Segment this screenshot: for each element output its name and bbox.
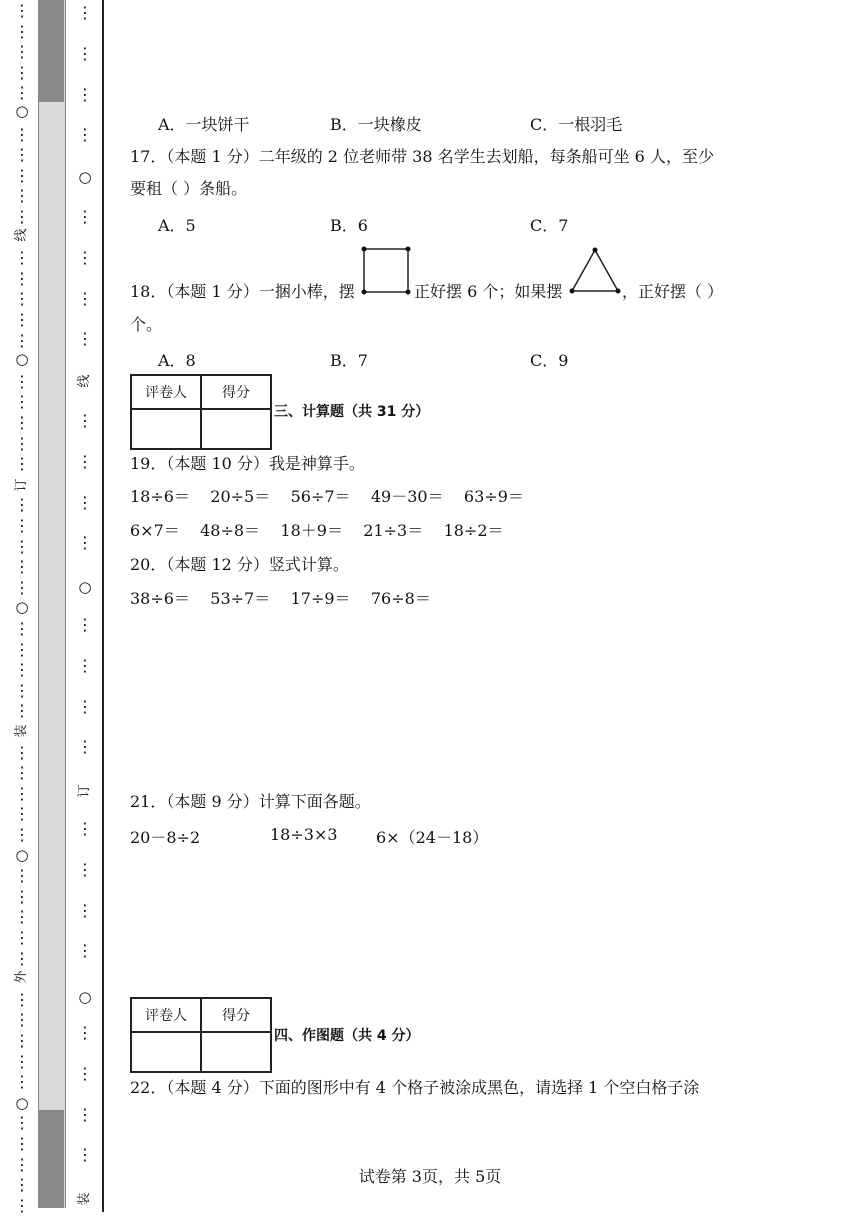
q20-title: 20．（本题 12 分）竖式计算。 <box>130 555 349 574</box>
grader-header: 评卷人 <box>131 375 201 409</box>
margin-dot: ⋮ <box>14 537 30 556</box>
grader-cell[interactable] <box>131 1032 201 1072</box>
q18-text-part1: 18．（本题 1 分）一捆小棒，摆 <box>130 282 355 301</box>
margin-dot: ⋮ <box>14 22 30 41</box>
q16-option-c: C．一根羽毛 <box>530 115 623 134</box>
q21-item-2: 18÷3×3 <box>270 825 338 844</box>
margin-dot: ⋮ <box>14 83 30 102</box>
margin-dot: ⋮ <box>14 743 30 762</box>
margin-dot: ⋮ <box>77 1105 93 1124</box>
margin-dot: ⋮ <box>14 1010 30 1029</box>
margin-dot: ⋮ <box>14 1031 30 1050</box>
margin-dot: ⋮ <box>77 452 93 471</box>
margin-circle: ○ <box>15 846 29 864</box>
q21-item-3: 6×（24－18） <box>376 828 489 847</box>
margin-circle: ○ <box>15 102 29 120</box>
section4-heading: 四、作图题（共 4 分） <box>274 1028 420 1044</box>
q17-text-line1: 17．（本题 1 分）二年级的 2 位老师带 38 名学生去划船，每条船可坐 6 人，至少 <box>130 147 714 166</box>
q17-option-b: B．6 <box>330 216 368 235</box>
margin-dot: ⋮ <box>14 42 30 61</box>
q19-row1: 18÷6＝ 20÷5＝ 56÷7＝ 49－30＝ 63÷9＝ <box>130 487 524 506</box>
q18-text-part3: ，正好摆（ ） <box>622 282 724 301</box>
margin-label: 线 <box>77 374 92 388</box>
margin-dot: ⋮ <box>77 860 93 879</box>
q19-title: 19．（本题 10 分）我是神算手。 <box>130 454 365 473</box>
margin-circle: ○ <box>15 1094 29 1112</box>
margin-dot: ⋮ <box>14 949 30 968</box>
margin-label: 外 <box>14 970 29 984</box>
margin-circle: ○ <box>15 350 29 368</box>
margin-label: 订 <box>77 784 92 798</box>
square-sticks-figure <box>358 244 414 296</box>
margin-dot: ⋮ <box>14 557 30 576</box>
margin-dot: ⋮ <box>14 289 30 308</box>
margin-dot: ⋮ <box>14 1175 30 1194</box>
margin-dot: ⋮ <box>14 763 30 782</box>
margin-dot: ⋮ <box>77 615 93 634</box>
margin-dot: ⋮ <box>77 941 93 960</box>
margin-dot: ⋮ <box>14 125 30 144</box>
score-table-section3 <box>130 374 272 450</box>
q20-row: 38÷6＝ 53÷7＝ 17÷9＝ 76÷8＝ <box>130 589 431 608</box>
q18-text-part2: 正好摆 6 个；如果摆 <box>414 282 563 301</box>
margin-dot: ⋮ <box>77 656 93 675</box>
score-header: 得分 <box>201 375 271 409</box>
margin-circle: ○ <box>78 988 92 1006</box>
margin-dot: ⋮ <box>14 310 30 329</box>
score-cell[interactable] <box>201 1032 271 1072</box>
page-footer: 试卷第 3页，共 5页 <box>358 1167 502 1186</box>
q16-option-b: B．一块橡皮 <box>330 115 422 134</box>
grader-header: 评卷人 <box>131 998 201 1032</box>
margin-dot: ⋮ <box>14 907 30 926</box>
margin-circle: ○ <box>78 578 92 596</box>
margin-dot: ⋮ <box>14 434 30 453</box>
triangle-sticks-figure <box>566 244 624 296</box>
margin-dot: ⋮ <box>14 392 30 411</box>
margin-dot: ⋮ <box>77 1023 93 1042</box>
margin-dot: ⋮ <box>77 1145 93 1164</box>
margin-dot: ⋮ <box>14 186 30 205</box>
q18-option-b: B．7 <box>330 351 368 370</box>
margin-dot: ⋮ <box>14 1134 30 1153</box>
q18-text-line2: 个。 <box>130 315 163 334</box>
margin-dot: ⋮ <box>77 411 93 430</box>
q17-option-c: C．7 <box>530 216 569 235</box>
inner-dots-column <box>75 0 95 1216</box>
margin-dot: ⋮ <box>77 493 93 512</box>
margin-dot: ⋮ <box>14 1 30 20</box>
margin-dot: ⋮ <box>77 125 93 144</box>
margin-dot: ⋮ <box>14 701 30 720</box>
margin-circle: ○ <box>15 598 29 616</box>
margin-dot: ⋮ <box>77 901 93 920</box>
margin-dot: ⋮ <box>14 681 30 700</box>
score-table-section4 <box>130 997 272 1073</box>
margin-dot: ⋮ <box>14 248 30 267</box>
q21-title: 21．（本题 9 分）计算下面各题。 <box>130 792 371 811</box>
margin-label: 装 <box>14 724 29 738</box>
margin-dot: ⋮ <box>14 516 30 535</box>
q18-option-a: A．8 <box>158 351 196 370</box>
outer-dots-column <box>12 0 32 1216</box>
margin-dot: ⋮ <box>14 166 30 185</box>
margin-dot: ⋮ <box>14 660 30 679</box>
margin-dot: ⋮ <box>77 248 93 267</box>
margin-dot: ⋮ <box>14 63 30 82</box>
margin-dot: ⋮ <box>14 145 30 164</box>
margin-dot: ⋮ <box>14 1052 30 1071</box>
margin-dot: ⋮ <box>14 578 30 597</box>
margin-dot: ⋮ <box>77 1064 93 1083</box>
margin-dot: ⋮ <box>77 3 93 22</box>
margin-dot: ⋮ <box>14 804 30 823</box>
q22-text: 22．（本题 4 分）下面的图形中有 4 个格子被涂成黑色，请选择 1 个空白格子涂 <box>130 1078 700 1097</box>
margin-dot: ⋮ <box>14 413 30 432</box>
q17-option-a: A．5 <box>158 216 196 235</box>
margin-dot: ⋮ <box>77 85 93 104</box>
margin-label: 装 <box>77 1192 92 1206</box>
margin-dot: ⋮ <box>14 1196 30 1215</box>
margin-dot: ⋮ <box>14 331 30 350</box>
margin-strip-dark-top <box>38 0 64 102</box>
score-header: 得分 <box>201 998 271 1032</box>
margin-dot: ⋮ <box>77 289 93 308</box>
score-cell[interactable] <box>201 409 271 449</box>
q17-text-line2: 要租（ ）条船。 <box>130 179 248 198</box>
margin-strip <box>38 0 66 1208</box>
margin-dot: ⋮ <box>14 1113 30 1132</box>
margin-dot: ⋮ <box>77 329 93 348</box>
q18-option-c: C．9 <box>530 351 569 370</box>
margin-dot: ⋮ <box>14 1072 30 1091</box>
margin-dot: ⋮ <box>14 990 30 1009</box>
q21-item-1: 20－8÷2 <box>130 828 201 847</box>
binding-margin <box>0 0 104 1216</box>
margin-dot: ⋮ <box>77 207 93 226</box>
margin-dot: ⋮ <box>77 533 93 552</box>
margin-border-line <box>102 0 104 1212</box>
margin-strip-dark-bottom <box>38 1110 64 1208</box>
margin-dot: ⋮ <box>14 495 30 514</box>
margin-dot: ⋮ <box>77 44 93 63</box>
q16-option-a: A．一块饼干 <box>158 115 250 134</box>
grader-cell[interactable] <box>131 409 201 449</box>
margin-label: 线 <box>14 228 29 242</box>
margin-dot: ⋮ <box>14 454 30 473</box>
margin-dot: ⋮ <box>14 269 30 288</box>
margin-circle: ○ <box>78 168 92 186</box>
margin-dot: ⋮ <box>14 372 30 391</box>
margin-dot: ⋮ <box>14 207 30 226</box>
section3-heading: 三、计算题（共 31 分） <box>274 404 430 420</box>
q19-row2: 6×7＝ 48÷8＝ 18＋9＝ 21÷3＝ 18÷2＝ <box>130 521 504 540</box>
margin-dot: ⋮ <box>14 866 30 885</box>
margin-label: 订 <box>14 478 29 492</box>
margin-dot: ⋮ <box>77 819 93 838</box>
margin-dot: ⋮ <box>14 619 30 638</box>
margin-dot: ⋮ <box>14 825 30 844</box>
margin-dot: ⋮ <box>14 928 30 947</box>
margin-dot: ⋮ <box>14 784 30 803</box>
margin-dot: ⋮ <box>77 697 93 716</box>
margin-dot: ⋮ <box>14 887 30 906</box>
margin-dot: ⋮ <box>14 1155 30 1174</box>
margin-dot: ⋮ <box>77 737 93 756</box>
margin-dot: ⋮ <box>14 640 30 659</box>
